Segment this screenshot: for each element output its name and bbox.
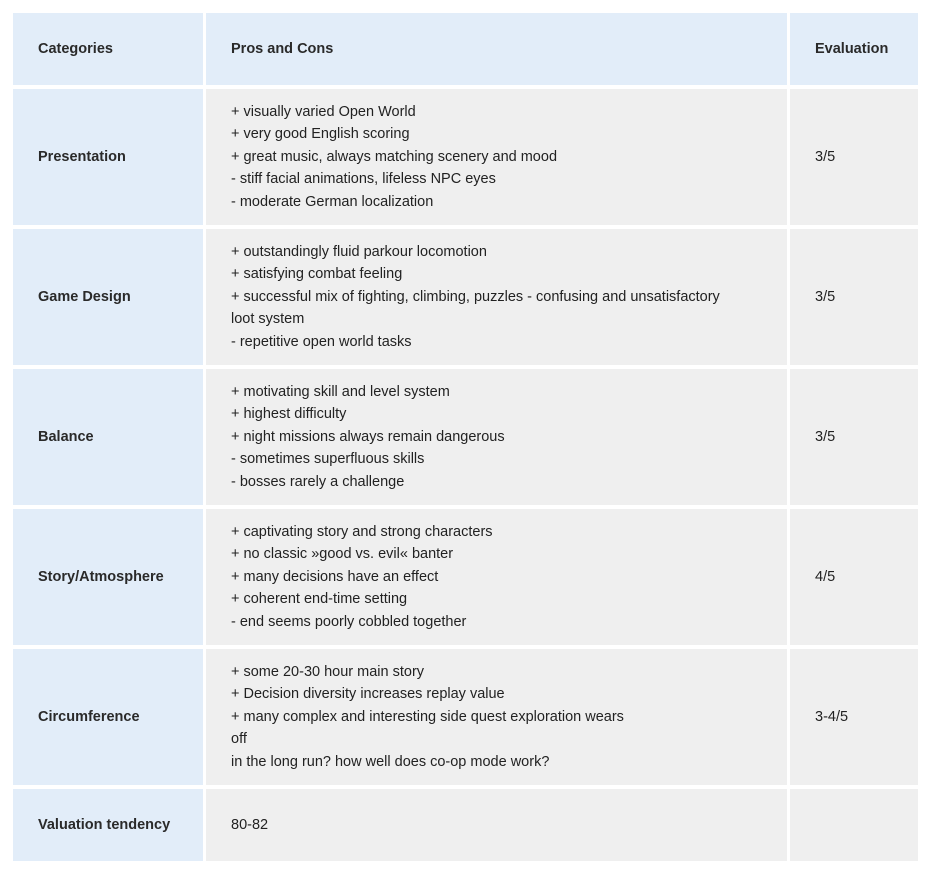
table-header-row <box>13 13 918 85</box>
table-row-balance <box>13 369 918 505</box>
pros-cons-line: + outstandingly fluid parkour locomotion <box>231 243 487 260</box>
category-cell: Story/Atmosphere <box>13 509 203 645</box>
pros-cons-line: + many complex and interesting side quest exploration wears <box>231 708 624 725</box>
pros-cons-cell <box>206 369 787 505</box>
table-row-story-atmosphere <box>13 509 918 645</box>
category-cell: Circumference <box>13 649 203 785</box>
pros-cons-cell <box>206 649 787 785</box>
pros-cons-line: + great music, always matching scenery and mood <box>231 148 558 165</box>
evaluation-cell: 3-4/5 <box>790 649 918 785</box>
pros-cons-line: - moderate German localization <box>231 193 434 210</box>
pros-cons-line: + very good English scoring <box>231 126 410 143</box>
pros-cons-line: + captivating story and strong characters <box>231 523 493 540</box>
header-evaluation: Evaluation <box>790 13 918 85</box>
category-cell: Game Design <box>13 229 203 365</box>
evaluation-cell: 3/5 <box>790 229 918 365</box>
pros-cons-line: + motivating skill and level system <box>231 383 450 400</box>
valuation-value-cell: 80-82 <box>206 789 787 861</box>
pros-cons-line: - sometimes superfluous skills <box>231 451 425 468</box>
pros-cons-line: - bosses rarely a challenge <box>231 473 405 490</box>
pros-cons-line: loot system <box>231 311 305 328</box>
pros-cons-line: - stiff facial animations, lifeless NPC eyes <box>231 171 496 188</box>
pros-cons-line: + Decision diversity increases replay value <box>231 686 505 703</box>
pros-cons-line: + highest difficulty <box>231 406 347 423</box>
pros-cons-line: + satisfying combat feeling <box>231 266 403 283</box>
pros-cons-cell <box>206 509 787 645</box>
pros-cons-line: - repetitive open world tasks <box>231 333 412 350</box>
pros-cons-line: in the long run? how well does co-op mode work? <box>231 753 550 770</box>
table-row-game-design <box>13 229 918 365</box>
table-row-valuation-tendency <box>13 789 918 861</box>
pros-cons-line: + some 20-30 hour main story <box>231 663 425 680</box>
review-table <box>13 13 918 861</box>
evaluation-cell: 3/5 <box>790 89 918 225</box>
pros-cons-line: - end seems poorly cobbled together <box>231 613 467 630</box>
header-pros-and-cons: Pros and Cons <box>206 13 787 85</box>
pros-cons-line: + night missions always remain dangerous <box>231 428 505 445</box>
evaluation-cell: 4/5 <box>790 509 918 645</box>
evaluation-cell: 3/5 <box>790 369 918 505</box>
pros-cons-line: + visually varied Open World <box>231 103 416 120</box>
pros-cons-cell <box>206 229 787 365</box>
category-cell: Balance <box>13 369 203 505</box>
evaluation-cell <box>790 789 918 861</box>
category-cell: Presentation <box>13 89 203 225</box>
pros-cons-line: + coherent end-time setting <box>231 591 408 608</box>
table-row-presentation <box>13 89 918 225</box>
table-row-circumference <box>13 649 918 785</box>
pros-cons-line: + no classic »good vs. evil« banter <box>231 546 454 563</box>
pros-cons-line: + many decisions have an effect <box>231 568 439 585</box>
header-categories: Categories <box>13 13 203 85</box>
pros-cons-cell <box>206 89 787 225</box>
category-cell: Valuation tendency <box>13 789 203 861</box>
pros-cons-line: + successful mix of fighting, climbing, puzzles - confusing and unsatisfactory <box>231 288 720 305</box>
pros-cons-line: off <box>231 731 247 748</box>
